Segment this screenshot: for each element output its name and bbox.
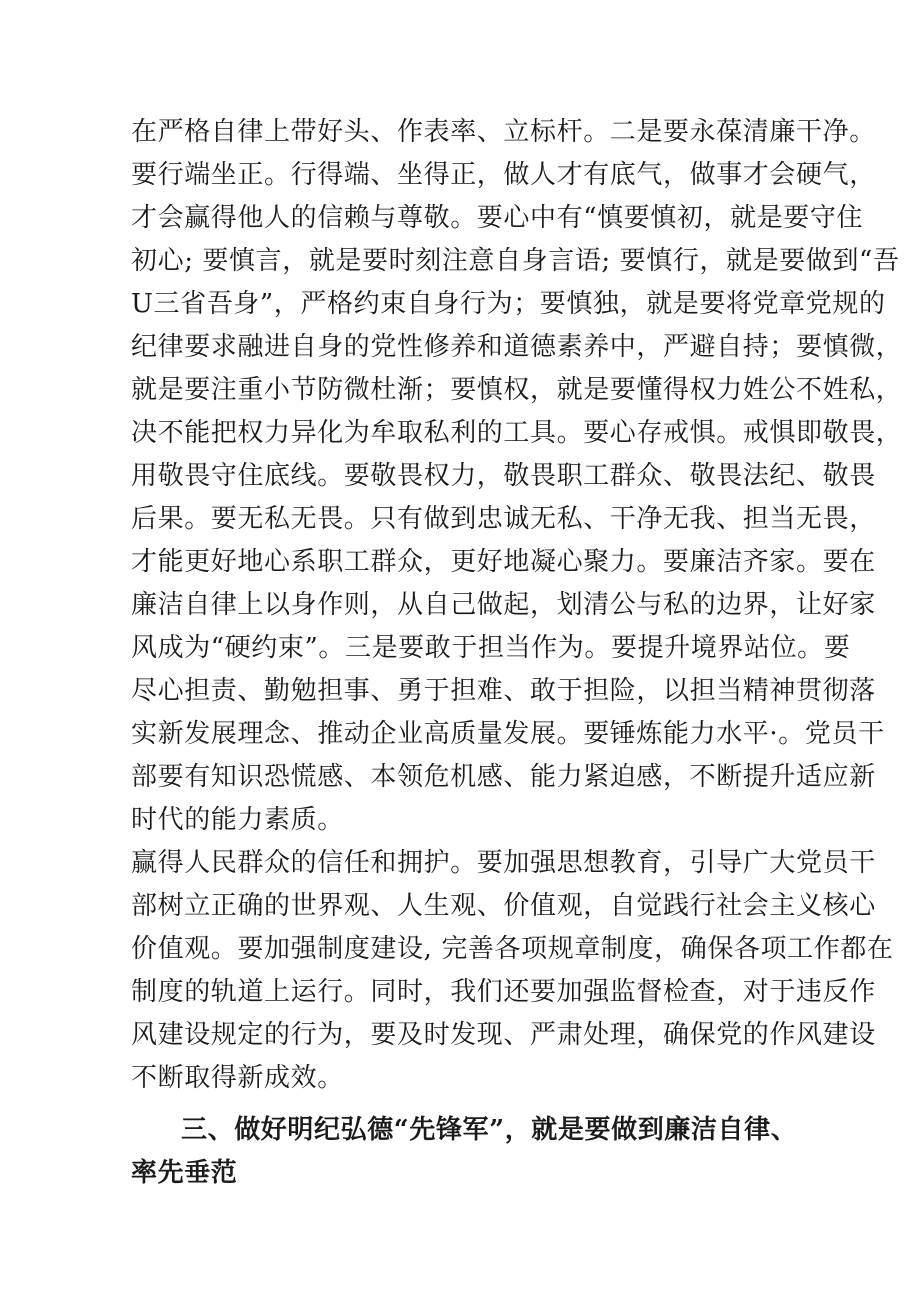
paragraph-1-line: 风成为“硬约束”。三是要敢于担当作为。要提升境界站位。要 bbox=[131, 633, 851, 663]
paragraph-1-line: 尽心担责、勤勉担事、勇于担难、敢于担险，以担当精神贯彻落 bbox=[131, 676, 876, 706]
section-heading-continuation: 率先垂范 bbox=[131, 1158, 238, 1188]
paragraph-1-line: U三省吾身”，严格约束自身行为；要慎独，就是要将党章党规的 bbox=[131, 289, 886, 319]
paragraph-2-line: 制度的轨道上运行。同时，我们还要加强监督检查，对于违反作 bbox=[131, 977, 876, 1007]
paragraph-1-line: 初心; 要慎言，就是要时刻注意自身言语; 要慎行，就是要做到“吾 bbox=[131, 246, 900, 276]
paragraph-1-line: 才会赢得他人的信赖与尊敬。要心中有“慎要慎初，就是要守住 bbox=[131, 203, 864, 233]
paragraph-2-line: 不断取得新成效。 bbox=[131, 1063, 344, 1093]
paragraph-1-line: 决不能把权力异化为牟取私利的工具。要心存戒惧。戒惧即敬畏， bbox=[131, 418, 903, 448]
paragraph-1-line: 用敬畏守住底线。要敬畏权力，敬畏职工群众、敬畏法纪、敬畏 bbox=[131, 461, 876, 491]
paragraph-1-line: 才能更好地心系职工群众，更好地凝心聚力。要廉洁齐家。要在 bbox=[131, 547, 876, 577]
paragraph-2-line: 部树立正确的世界观、人生观、价值观，自觉践行社会主义核心 bbox=[131, 891, 876, 921]
paragraph-1-line: 部要有知识恐慌感、本领危机感、能力紧迫感，不断提升适应新 bbox=[131, 762, 876, 792]
paragraph-1-line: 纪律要求融进自身的党性修养和道德素养中，严避自持；要慎微， bbox=[131, 332, 903, 362]
paragraph-1-line: 就是要注重小节防微杜渐；要慎权，就是要懂得权力姓公不姓私， bbox=[131, 375, 903, 405]
paragraph-1-line: 后果。要无私无畏。只有做到忠诚无私、干净无我、担当无畏， bbox=[131, 504, 876, 534]
paragraph-1-line: 实新发展理念、推动企业高质量发展。要锤炼能力水平·。党员干 bbox=[131, 719, 885, 749]
paragraph-1-line: 要行端坐正。行得端、坐得正，做人才有底气，做事才会硬气， bbox=[131, 160, 876, 190]
paragraph-1-line: 廉洁自律上以身作则，从自己做起，划清公与私的边界，让好家 bbox=[131, 590, 876, 620]
paragraph-1-line: 时代的能力素质。 bbox=[131, 805, 344, 835]
paragraph-1-line: 在严格自律上带好头、作表率、立标杆。二是要永葆清廉干净。 bbox=[131, 117, 876, 147]
section-heading: 三、做好明纪弘德“先锋军”，就是要做到廉洁自律、 bbox=[181, 1115, 798, 1145]
paragraph-2-line: 赢得人民群众的信任和拥护。要加强思想教育，引导广大党员干 bbox=[131, 848, 876, 878]
paragraph-2-line: 风建设规定的行为，要及时发现、严肃处理，确保党的作风建设 bbox=[131, 1020, 876, 1050]
paragraph-2-line: 价值观。要加强制度建设, 完善各项规章制度，确保各项工作都在 bbox=[131, 934, 894, 964]
